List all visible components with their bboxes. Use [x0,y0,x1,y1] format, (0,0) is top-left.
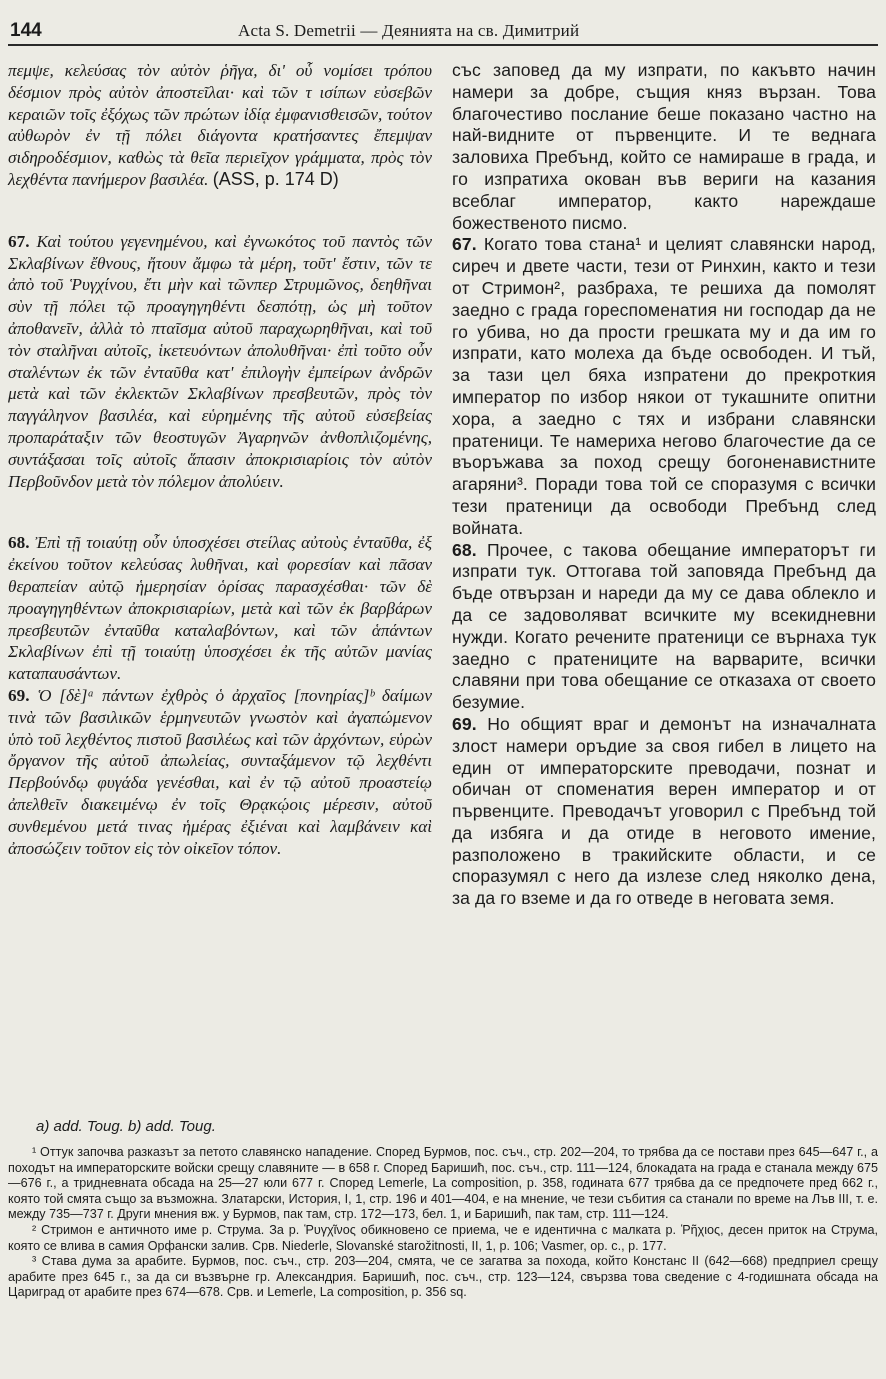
paragraph-number: 67. [452,234,477,255]
greek-intro-text: πεμψε, κελεύσας τὸν αὐτὸν ῥῆγα, δι' οὗ νομίσει τρόπου δέσμιον πρὸς αὐτὸν ἀποστεῖλαι· καὶ τῶν τ ισίπων εὐσεβῶν κεραιῶν τοῖς ἐξόχως τῶν πρώτων ἰδίᾳ ἐμφανισθεισῶν, τούτον αὐθωρὸν ἐν τῇ πόλει διάγοντα κρατήσαντες ἔπεμψαν σιδηροδέσμιον, καθὼς τὰ θεῖα περιεῖχον γράμματα, πρὸς τὸν λεχθέντα πανήμερον βασιλέα. [8,61,432,189]
greek-paragraph-69 [8,685,432,859]
bulgarian-paragraph-68 [452,540,876,714]
bulgarian-intro-text: със заповед да му изпрати, по какъвто начин намери за добре, същия княз вързан. Това благочестиво послание беше показано частно на най-видните от първенците. И те веднага заловиха Пребънд, който се намираше в града, и го изпратиха окован във вериги на казания всеблаг император, както нареждаше божественото писмо. [452,60,876,233]
greek-68-text: Ἐπὶ τῇ τοιαύτῃ οὖν ὑποσχέσει στείλας αὐτοὺς ἐνταῦθα, ἐξ ἐκείνου τοῦτον κελεύσας λυθῆναι, καὶ φορεσίαν καὶ πᾶσαν θεραπείαν αὐτῷ ἡμερησίαν ὁρίσας παρασχέσθαι· τῶν δὲ προαγηγηθέντων ἀποκρισιαρίων, μετὰ καὶ τῶν ἐκ βαρβάρων πρεσβευτῶν ἐνταῦθα καταλαβόντων, καὶ τῶν ἁπάντων Σκλαβίνων ἐπὶ τῇ τοιαύτῃ ὑποσχέσει ἐκ τῆς αὐτῶν μανίας καταπαυσάντων. [8,533,432,684]
paragraph-number: 68. [8,533,30,553]
notes-section [8,1118,878,1301]
bulgarian-paragraph-intro [452,60,876,234]
source-reference: (ASS, p. 174 D) [212,168,339,189]
footnotes [8,1145,878,1301]
greek-69-text: Ὁ [δὲ]ᵃ πάντων ἐχθρὸς ὁ ἀρχαῖος [πονηρίας]ᵇ δαίμων τινὰ τῶν βασιλικῶν ἑρμηνευτῶν γνωστὸν καὶ ἀγαπώμενον ὑπὸ τοῦ λεχθέντος πιστοῦ βασιλέως καὶ τῶν ἀρχόντων, εὑρὼν ὄργανον τῆς αὐτοῦ ἀπωλείας, συνταξάμενον τῷ λεχθέντι Περβούνδῳ φυγάδα γενέσθαι, καὶ ἐν τῷ αὐτοῦ προαστείῳ ἀπελθεῖν διακειμένῳ ἐν τοῖς Θρᾳκῴοις μέρεσιν, αὐτοῦ συνθεμένου μετά τινας ἡμέρας ἐξιέναι καὶ λαμβάνειν καὶ ἀποσώζειν τοῦτον εἰς τὸν οἰκεῖον τόπον. [8,685,433,858]
greek-paragraph-67 [8,231,432,493]
greek-paragraph-intro [8,60,432,191]
paragraph-number: 69. [8,685,30,705]
bulgarian-text-column [452,60,876,910]
bulgarian-69-text: Но общият враг и демонът на изначалната злост намери оръдие за своя гибел в лицето на един от императорските преводачи, познат и обичан от споменатия верен император и от първенците. Преводачът уговорил с Пребънд той да избяга и да отиде в неговото имение, разположено в тракийските области, и се споразумял с него да излезе след няколко дена, за да го вземе и да го отведе в неговата земя. [452,713,876,909]
footnote-2: ² Стримон е античното име р. Струма. За р. Ῥυγχῖνος обикновено се приема, че е идентична с малката р. Ῥῆχιος, десен приток на Струма, която се влива в самия Орфански залив. Срв. Niederle, Slovanské starožitnosti, II, 1, р. 106; Vasmer, ор. с., р. 177. [8,1222,878,1253]
greek-paragraph-68 [8,532,432,685]
bulgarian-68-text: Прочее, с такова обещание императорът ги изпрати тук. Оттогава той заповяда Пребънд да бъде отвързан и нареди да му се дава облекло и да се задоволяват всичките му всекидневни нужди. Когато речените пратеници се върнаха тук заедно с пратениците на варварите, всички славяни при това обещание се отказаха от своето безумие. [452,539,876,713]
bulgarian-paragraph-67 [452,234,876,539]
bulgarian-67-text: Когато това стана¹ и целият славянски народ, сиреч и двете части, тези от Ринхин, както и тези от Стримон², разбраха, те решиха да помолят заедно с града гореспоменатия ни господар да не го убива, но да прости грешката му и да им го изпрати, като молеха да бъде освободен. И тъй, за тази цел бяха изпратени до прекроткия император по избор някои от тукашните опитни хора, а заедно с тях и избрани славянски пратеници. Те намериха негово благочестие да се въоръжава за поход срещу богоненавистните агаряни³. Поради това той се споразумя с всички тези пратеници да освободи Пребънд след войната. [452,234,876,538]
page-header [8,18,878,46]
paragraph-number: 69. [452,713,477,734]
greek-text-column [8,60,432,859]
page-number: 144 [10,20,42,41]
running-title: Acta S. Demetrii — Деянията на св. Димитрий [238,21,580,40]
greek-67-text: Καὶ τούτου γεγενημένου, καὶ ἐγνωκότος τοῦ παντὸς τῶν Σκλαβίνων ἔθνους, ἤτουν ἄμφω τὰ μέρη, τοῦτ' ἔστιν, τῶν τε ἀπὸ τοῦ Ῥυγχίνου, ἔτι μὴν καὶ τῶνπερ Στρυμῶνος, δεηθῆναι σὺν τῇ πόλει τῷ προαγηγηθέντι δεσπότῃ, ὡς μὴ τοῦτον ἀποθανεῖν, ἀλλὰ τὸ πταῖσμα αὐτοῦ παραχωρηθῆναι, καὶ τοῦ τὸν σταλῆναι αὐτοῖς, ἱκετευόντων ἀπολυθῆναι· ἐπὶ τοῦτο οὖν σταλέντων ἐκ τῶν ἐνταῦθα κατ' ἐπιλογὴν ἐμπείρων ἀνδρῶν μετὰ καὶ τῶν ἐκλεκτῶν Σκλαβίνων πρεσβευτῶν, πρὸς τὸν παγγάληνον βασιλέα, καὶ εὑρημένης τῆς αὐτοῦ εὐσεβείας προπαράταξιν τῶν θεοστυγῶν Ἀγαρηνῶν ἀνθοπλιζομένης, συντάξασαι τοῖς αὐτοῖς ἅπασιν ἀποκρισιαρίοις τὸν αὐτὸν Περβοῦνδον μετὰ τὸν πόλεμον ἀπολύειν. [8,231,432,491]
footnote-1: ¹ Оттук започва разказът за петото славянско нападение. Според Бурмов, пос. съч., стр. 202—204, то трябва да се постави през 645—647 г., а походът на императорските войски срещу славяните — в 658 г. Според Баришић, пос. съч., стр. 111—124, блокадата на града е станала между 675—676 г., а тридневната обсада на 25—27 юли 677 г. Според Lemerle, La composition, p. 358, годината 677 трябва да се предпочете пред 662 г., която той смята също за възможна. Златарски, История, I, 1, стр. 196 и 401—404, е на мнение, че тези събития са станали по време на Лъв III, т. е. между 735—737 г. Други мнения вж. у Бурмов, пак там, стр. 172—173, бел. 1, и Баришић, пак там, стр. 111—124. [8,1145,878,1222]
footnote-3: ³ Става дума за арабите. Бурмов, пос. съч., стр. 203—204, смята, че се загатва за похода, който Констанс II (642—668) предприел срещу арабите през 645 г., за да си възвърне гр. Александрия. Баришић, пос. съч., стр. 123—124, свързва това сведение с 4-годишната обсада на Цариград от арабите през 674—678. Срв. и Lemerle, La composition, р. 356 sq. [8,1254,878,1300]
paragraph-number: 67. [8,231,30,251]
critical-apparatus: a) add. Toug. b) add. Toug. [36,1118,216,1135]
paragraph-number: 68. [452,539,477,560]
bulgarian-paragraph-69 [452,714,876,910]
